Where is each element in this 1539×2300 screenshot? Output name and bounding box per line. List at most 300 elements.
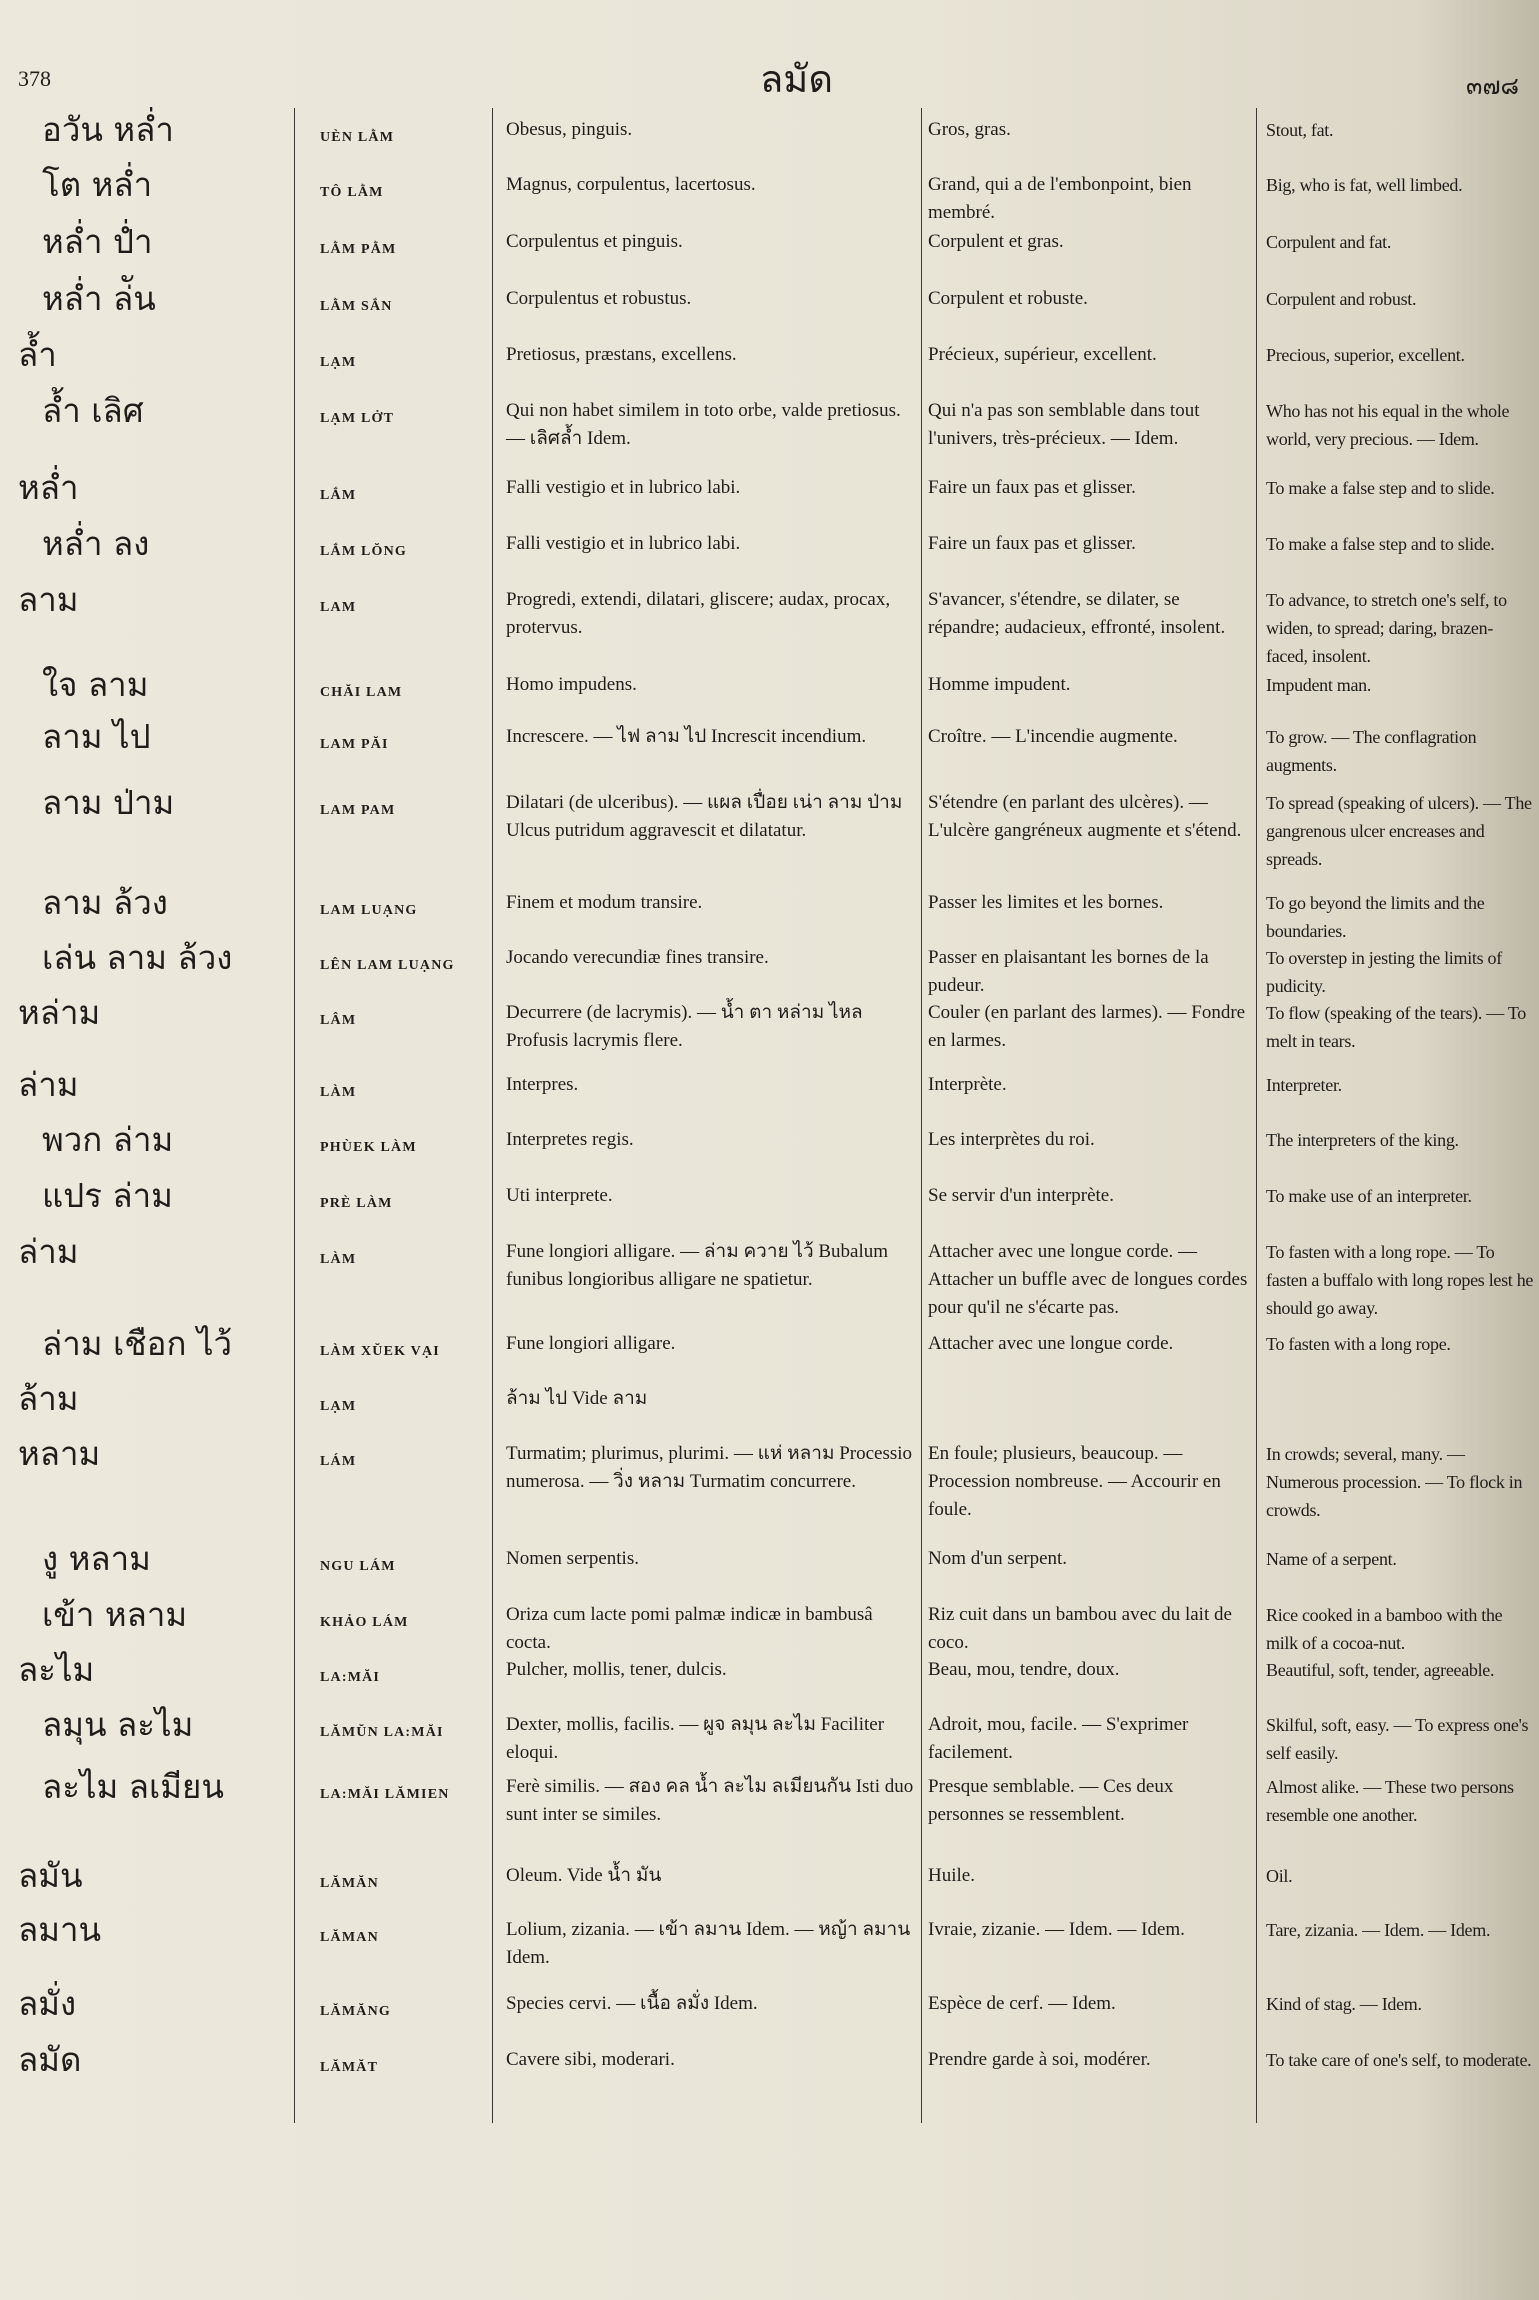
entry-latin	[506, 1063, 914, 1099]
entry-headword	[42, 277, 312, 321]
entry-english-text: The interpreters of the king.	[1266, 1130, 1459, 1150]
entry-english-text: Stout, fat.	[1266, 120, 1334, 140]
entry-english-text: To fasten with a long rope.	[1266, 1334, 1451, 1354]
entry-headword-text: ใจ ลาม	[42, 665, 149, 704]
entry-english-text: Who has not his equal in the whole world, very precious. — Idem.	[1266, 401, 1514, 449]
thai-page-number: ๓๗๘	[1466, 72, 1519, 100]
entry-headword	[42, 1703, 312, 1747]
entry-english-text: To make a false step and to slide.	[1266, 534, 1495, 554]
entry-headword-text: เล่น ลาม ล้วง	[42, 938, 233, 977]
entry-headword-text: ล้ำ	[18, 335, 57, 374]
entry-english	[1266, 1703, 1534, 1767]
dictionary-entry	[0, 277, 1539, 333]
entry-latin-text: Uti interprete.	[506, 1185, 613, 1206]
entry-romanization	[320, 1174, 490, 1212]
entry-latin-text: Corpulentus et robustus.	[506, 288, 692, 309]
entry-english-text: To advance, to stretch one's self, to widen, to spread; daring, brazen-faced, insolent.	[1266, 590, 1512, 666]
entry-latin-text: Pretiosus, præstans, excellens.	[506, 344, 737, 365]
entry-latin	[506, 715, 914, 751]
entry-english-text: To flow (speaking of the tears). — To melt in tears.	[1266, 1003, 1531, 1051]
entry-english	[1266, 333, 1534, 369]
entry-headword	[18, 2038, 288, 2082]
entry-english	[1266, 991, 1534, 1055]
entry-english-text: To grow. — The conflagration augments.	[1266, 727, 1481, 775]
entry-english-text: To make a false step and to slide.	[1266, 478, 1495, 498]
entry-romanization-text: LĂMŬN LA:MĂI	[320, 1725, 444, 1740]
entry-latin-text: Interpretes regis.	[506, 1129, 634, 1150]
dictionary-entry	[0, 936, 1539, 996]
entry-french-text: Corpulent et robuste.	[928, 288, 1088, 309]
entry-headword	[42, 1537, 312, 1581]
entry-latin	[506, 1648, 914, 1684]
entry-french	[928, 522, 1250, 558]
entry-headword	[18, 1377, 288, 1421]
entry-headword	[42, 1118, 312, 1162]
entry-english-text: Corpulent and fat.	[1266, 232, 1392, 252]
entry-english	[1266, 1908, 1534, 1944]
dictionary-entry	[0, 1322, 1539, 1377]
entry-romanization	[320, 1230, 490, 1268]
entry-romanization	[320, 389, 490, 427]
entry-headword-text: อวัน หล่ำ	[42, 110, 174, 149]
entry-french-text: S'avancer, s'étendre, se dilater, se répandre; audacieux, effronté, insolent.	[928, 589, 1226, 638]
entry-french	[928, 389, 1250, 453]
entry-french	[928, 1854, 1250, 1890]
dictionary-entry	[0, 1537, 1539, 1593]
entry-romanization	[320, 1118, 490, 1156]
entry-french	[928, 277, 1250, 313]
entry-french-text: Huile.	[928, 1865, 975, 1886]
entry-english	[1266, 220, 1534, 256]
entry-headword	[42, 781, 312, 825]
entry-romanization	[320, 1854, 490, 1892]
entry-headword	[42, 715, 312, 759]
entry-romanization-text: NGU LÁM	[320, 1559, 396, 1574]
entry-romanization-text: LẰM PẰM	[320, 242, 397, 257]
entry-romanization-text: LÀM	[320, 1252, 357, 1267]
entry-french	[928, 1908, 1250, 1944]
entry-english	[1266, 1063, 1534, 1099]
entry-english-text: Tare, zizania. — Idem. — Idem.	[1266, 1920, 1491, 1940]
entry-romanization	[320, 578, 490, 616]
entry-english	[1266, 1322, 1534, 1358]
entry-romanization-text: PRÈ LÀM	[320, 1196, 393, 1211]
entry-english-text: To make use of an interpreter.	[1266, 1186, 1472, 1206]
entry-latin-text: Increscere. — ไฟ ลาม ไป Increscit incendium.	[506, 726, 867, 747]
entry-latin	[506, 881, 914, 917]
entry-headword	[42, 389, 312, 433]
entry-latin	[506, 781, 914, 845]
dictionary-entry	[0, 1063, 1539, 1118]
entry-english-text: Almost alike. — These two persons resemble one another.	[1266, 1777, 1518, 1825]
entry-english	[1266, 1230, 1538, 1322]
entry-french-text: Adroit, mou, facile. — S'exprimer facilement.	[928, 1714, 1194, 1763]
entry-latin	[506, 936, 914, 972]
entry-english-text: Interpreter.	[1266, 1075, 1342, 1095]
entry-french-text: Précieux, supérieur, excellent.	[928, 344, 1157, 365]
entry-latin-text: Turmatim; plurimus, plurimi. — แห่ หลาม Processio numerosa. — วิ่ง หลาม Turmatim concurrere.	[506, 1443, 917, 1492]
dictionary-entry	[0, 1593, 1539, 1653]
entry-french-text: Gros, gras.	[928, 119, 1011, 140]
entry-romanization	[320, 1432, 490, 1470]
entry-romanization-text: KHẢO LÁM	[320, 1615, 409, 1630]
entry-english	[1266, 2038, 1534, 2074]
page-number: 378	[18, 66, 51, 91]
entry-latin	[506, 1765, 918, 1829]
entry-latin	[506, 1230, 914, 1294]
entry-romanization-text: LẠM LỞT	[320, 411, 395, 426]
entry-romanization-text: LĂMAN	[320, 1930, 379, 1945]
entry-latin-text: Oleum. Vide น้ำ มัน	[506, 1865, 662, 1886]
entry-french	[928, 1982, 1250, 2018]
entry-headword	[42, 1593, 312, 1637]
entry-latin-text: Falli vestigio et in lubrico labi.	[506, 477, 741, 498]
entry-french	[928, 1174, 1250, 1210]
entry-romanization-text: LÂM	[320, 1013, 357, 1028]
entry-headword-text: ลาม ล้วง	[42, 883, 168, 922]
entry-romanization	[320, 333, 490, 371]
entry-english	[1266, 663, 1534, 699]
entry-latin	[506, 466, 914, 502]
entry-romanization	[320, 1765, 490, 1803]
entry-latin-text: Dexter, mollis, facilis. — ผูจ ลมุน ละไม Faciliter eloqui.	[506, 1714, 889, 1763]
entry-english	[1266, 1648, 1534, 1684]
entry-english	[1266, 1377, 1534, 1385]
entry-romanization	[320, 163, 490, 201]
entry-headword-text: ล่าม	[18, 1232, 79, 1271]
entry-french-text: Espèce de cerf. — Idem.	[928, 1993, 1116, 2014]
entry-french-text: Corpulent et gras.	[928, 231, 1064, 252]
entry-english-text: In crowds; several, many. — Numerous procession. — To flock in crowds.	[1266, 1444, 1527, 1520]
entry-romanization-text: LAM LUẠNG	[320, 903, 418, 918]
running-title: ลมัด	[760, 57, 834, 101]
entry-latin	[506, 1537, 914, 1573]
entry-romanization	[320, 522, 490, 560]
entry-latin-text: Interpres.	[506, 1074, 579, 1095]
dictionary-entry	[0, 578, 1539, 666]
dictionary-entry	[0, 1432, 1539, 1537]
entry-latin-text: Species cervi. — เนื้อ ลมั่ง Idem.	[506, 1993, 758, 2014]
entry-french	[928, 333, 1250, 369]
dictionary-entry	[0, 2038, 1539, 2098]
entry-latin-text: Fune longiori alligare. — ล่าม ควาย ไว้ Bubalum funibus longioribus alligare ne spatietur.	[506, 1241, 893, 1290]
entry-headword-text: ละไม ลเมียน	[42, 1767, 224, 1806]
entry-english	[1266, 1174, 1534, 1210]
entry-english-text: Name of a serpent.	[1266, 1549, 1397, 1569]
entry-headword	[18, 466, 288, 510]
entry-french-text: Ivraie, zizanie. — Idem. — Idem.	[928, 1919, 1185, 1940]
entry-headword-text: โต หล่ำ	[42, 165, 153, 204]
entry-headword	[42, 881, 312, 925]
entry-french	[928, 1537, 1250, 1573]
entry-french-text: Faire un faux pas et glisser.	[928, 477, 1136, 498]
entry-english-text: Big, who is fat, well limbed.	[1266, 175, 1463, 195]
entry-headword	[18, 1230, 288, 1274]
entry-french-text: Qui n'a pas son semblable dans tout l'univers, très-précieux. — Idem.	[928, 400, 1205, 449]
entry-headword-text: ลมัด	[18, 2040, 82, 2079]
entry-french-text: Attacher avec une longue corde.	[928, 1333, 1174, 1354]
entry-english-text: To spread (speaking of ulcers). — The gangrenous ulcer encreases and spreads.	[1266, 793, 1536, 869]
entry-latin-text: Lolium, zizania. — เข้า ลมาน Idem. — หญ้า ลมาน Idem.	[506, 1919, 915, 1968]
entry-french-text: Les interprètes du roi.	[928, 1129, 1095, 1150]
dictionary-entry	[0, 715, 1539, 781]
entry-headword-text: ลาม ป่าม	[42, 783, 175, 822]
entry-english	[1266, 1537, 1534, 1573]
entry-french-text: Couler (en parlant des larmes). — Fondre en larmes.	[928, 1002, 1250, 1051]
entry-french	[928, 1377, 1250, 1385]
entry-latin	[506, 2038, 914, 2074]
entry-french	[928, 1703, 1250, 1767]
entry-french-text: Croître. — L'incendie augmente.	[928, 726, 1178, 747]
entry-latin	[506, 522, 914, 558]
entry-french-text: Attacher avec une longue corde. — Attacher un buffle avec de longues cordes pour qu'il ne s'écarte pas.	[928, 1241, 1253, 1318]
entry-french-text: Beau, mou, tendre, doux.	[928, 1659, 1120, 1680]
entry-latin-text: Finem et modum transire.	[506, 892, 703, 913]
entry-headword	[42, 522, 312, 566]
entry-romanization	[320, 881, 490, 919]
entry-romanization-text: PHÙEK LÀM	[320, 1140, 417, 1155]
entry-french-text: Se servir d'un interprète.	[928, 1185, 1114, 1206]
entry-latin	[506, 1377, 914, 1413]
entry-latin-text: Ferè similis. — สอง คล น้ำ ละไม ลเมียนกัน Isti duo sunt inter se similes.	[506, 1776, 918, 1825]
entry-romanization-text: LẰM SẮN	[320, 299, 393, 314]
entry-english-text: Impudent man.	[1266, 675, 1372, 695]
entry-romanization	[320, 1593, 490, 1631]
entry-romanization-text: LĂMĂNG	[320, 2004, 391, 2019]
entry-latin-text: Progredi, extendi, dilatari, gliscere; audax, procax, protervus.	[506, 589, 895, 638]
entry-romanization	[320, 663, 490, 701]
entry-english	[1266, 1765, 1534, 1829]
entry-romanization	[320, 1648, 490, 1686]
entry-headword-text: ละไม	[18, 1650, 95, 1689]
entry-latin-text: Pulcher, mollis, tener, dulcis.	[506, 1659, 727, 1680]
entry-romanization	[320, 1063, 490, 1101]
entry-headword-text: ล้ำ เลิศ	[42, 391, 144, 430]
entry-english-text: To go beyond the limits and the boundaries.	[1266, 893, 1489, 941]
entry-latin	[506, 663, 914, 699]
dictionary-entry	[0, 881, 1539, 941]
entry-headword	[42, 220, 312, 264]
entry-english	[1266, 781, 1534, 873]
entry-headword	[42, 1322, 312, 1366]
dictionary-entry	[0, 1982, 1539, 2038]
entry-romanization-text: LẮM LŎNG	[320, 544, 407, 559]
entry-french	[928, 1322, 1250, 1358]
entry-latin	[506, 1174, 914, 1210]
entry-english-text: Kind of stag. — Idem.	[1266, 1994, 1422, 2014]
entry-headword-text: ล่าม เชือก ไว้	[42, 1324, 233, 1363]
entry-romanization-text: LÊN LAM LUẠNG	[320, 958, 455, 973]
entry-latin	[506, 991, 914, 1055]
entry-latin	[506, 163, 914, 199]
entry-romanization-text: LÁM	[320, 1454, 357, 1469]
dictionary-entry	[0, 389, 1539, 466]
entry-english	[1266, 1118, 1534, 1154]
entry-french-text: S'étendre (en parlant des ulcères). — L'ulcère gangréneux augmente et s'étend.	[928, 792, 1242, 841]
entry-headword-text: ลมาน	[18, 1910, 102, 1949]
entry-english-text: To take care of one's self, to moderate.	[1266, 2050, 1532, 2070]
entry-french	[928, 1432, 1250, 1524]
entry-french	[928, 578, 1250, 642]
entry-romanization-text: LÀM XŬEK VẠI	[320, 1344, 440, 1359]
entry-headword-text: ลมัน	[18, 1856, 83, 1895]
entry-english	[1266, 1432, 1534, 1524]
entry-headword-text: เข้า หลาม	[42, 1595, 188, 1634]
entry-latin-text: Cavere sibi, moderari.	[506, 2049, 675, 2070]
entry-headword-text: ลาม ไป	[42, 717, 151, 756]
entry-english-text: To overstep in jesting the limits of pudicity.	[1266, 948, 1507, 996]
entry-latin-text: Jocando verecundiæ fines transire.	[506, 947, 769, 968]
entry-latin-text: Obesus, pinguis.	[506, 119, 633, 140]
entry-headword	[18, 1063, 288, 1107]
entry-headword	[42, 936, 312, 980]
dictionary-entry	[0, 1174, 1539, 1230]
entry-headword-text: พวก ล่าม	[42, 1120, 174, 1159]
entry-latin-text: Qui non habet similem in toto orbe, valde pretiosus. — เลิศล้ำ Idem.	[506, 400, 906, 449]
page-header	[0, 48, 1539, 101]
entry-english	[1266, 1854, 1534, 1890]
dictionary-entry	[0, 1765, 1539, 1854]
dictionary-entry	[0, 333, 1539, 389]
entry-english	[1266, 715, 1534, 779]
entry-romanization-text: LAM PAM	[320, 803, 396, 818]
entry-headword	[18, 991, 288, 1035]
entry-latin-text: Fune longiori alligare.	[506, 1333, 676, 1354]
entry-headword-text: หล่ำ ล่ัน	[42, 279, 156, 318]
dictionary-entry	[0, 163, 1539, 223]
entry-english-text: Skilful, soft, easy. — To express one's self easily.	[1266, 1715, 1533, 1763]
entry-latin	[506, 578, 914, 642]
entry-headword	[42, 1174, 312, 1218]
entry-romanization	[320, 277, 490, 315]
entry-headword	[18, 1982, 288, 2026]
entry-romanization-text: LĂMĂN	[320, 1876, 379, 1891]
entry-english	[1266, 578, 1534, 670]
entry-headword	[18, 1432, 288, 1476]
entry-french-text: Faire un faux pas et glisser.	[928, 533, 1136, 554]
dictionary-entry	[0, 1908, 1539, 1982]
entry-french	[928, 881, 1250, 917]
entry-french	[928, 1648, 1250, 1684]
entry-english	[1266, 522, 1534, 558]
entry-french-text: En foule; plusieurs, beaucoup. — Procession nombreuse. — Accourir en foule.	[928, 1443, 1226, 1520]
dictionary-entry	[0, 108, 1539, 163]
entry-headword	[18, 1908, 288, 1952]
entry-latin-text: ล้าม ไป Vide ลาม	[506, 1388, 648, 1409]
entry-french	[928, 163, 1250, 227]
entry-latin	[506, 1982, 914, 2018]
entry-headword-text: ล่าม	[18, 1065, 79, 1104]
entry-french	[928, 1118, 1250, 1154]
entry-headword	[18, 1648, 288, 1692]
entry-romanization	[320, 2038, 490, 2076]
entry-french	[928, 781, 1250, 845]
entry-english-text: Corpulent and robust.	[1266, 289, 1417, 309]
entry-latin	[506, 333, 914, 369]
entry-romanization	[320, 936, 490, 974]
dictionary-entry	[0, 1703, 1539, 1765]
entry-romanization	[320, 991, 490, 1029]
entry-english	[1266, 277, 1534, 313]
entry-french-text: Interprète.	[928, 1074, 1007, 1095]
entry-romanization-text: LẮM	[320, 488, 357, 503]
entry-romanization	[320, 466, 490, 504]
entry-romanization	[320, 1537, 490, 1575]
entry-headword	[42, 108, 312, 152]
entry-headword	[42, 663, 312, 707]
entry-headword-text: หลาม	[18, 1434, 101, 1473]
entry-french	[928, 1063, 1250, 1099]
entry-headword	[18, 578, 288, 622]
entry-headword	[18, 1854, 288, 1898]
entry-french-text: Riz cuit dans un bambou avec du lait de coco.	[928, 1604, 1237, 1653]
entry-headword	[42, 1765, 312, 1809]
entry-romanization	[320, 1703, 490, 1741]
entry-english	[1266, 466, 1534, 502]
entry-headword-text: ลาม	[18, 580, 79, 619]
entry-latin	[506, 1118, 914, 1154]
entry-french	[928, 2038, 1250, 2074]
entry-headword-text: ล้าม	[18, 1379, 79, 1418]
entry-latin	[506, 1432, 917, 1496]
entry-french-text: Grand, qui a de l'embonpoint, bien membré.	[928, 174, 1197, 223]
entry-latin	[506, 108, 914, 144]
entry-french	[928, 108, 1250, 144]
entry-romanization	[320, 1908, 490, 1946]
entry-romanization-text: UÈN LẰM	[320, 130, 395, 145]
entry-english-text: Oil.	[1266, 1866, 1293, 1886]
entry-headword-text: หล่ำ	[18, 468, 79, 507]
entry-french-text: Presque semblable. — Ces deux personnes se ressemblent.	[928, 1776, 1179, 1825]
entry-english	[1266, 108, 1534, 144]
dictionary-entry	[0, 522, 1539, 578]
entry-list	[0, 108, 1539, 2098]
entry-french-text: Passer les limites et les bornes.	[928, 892, 1164, 913]
entry-english-text: Beautiful, soft, tender, agreeable.	[1266, 1660, 1495, 1680]
entry-romanization-text: LẠM	[320, 1399, 357, 1414]
entry-latin-text: Magnus, corpulentus, lacertosus.	[506, 174, 756, 195]
entry-french	[928, 715, 1250, 751]
entry-romanization-text: LA:MĂI LĂMIEN	[320, 1787, 450, 1802]
dictionary-entry	[0, 663, 1539, 715]
entry-french-text: Homme impudent.	[928, 674, 1071, 695]
entry-headword	[18, 333, 288, 377]
entry-romanization	[320, 715, 490, 753]
entry-latin-text: Homo impudens.	[506, 674, 637, 695]
entry-headword-text: ลมั่ง	[18, 1984, 77, 2023]
dictionary-entry	[0, 781, 1539, 881]
entry-romanization	[320, 108, 490, 146]
entry-french-text: Nom d'un serpent.	[928, 1548, 1068, 1569]
entry-english	[1266, 1982, 1534, 2018]
entry-latin-text: Decurrere (de lacrymis). — น้ำ ตา หล่าม ไหล Profusis lacrymis flere.	[506, 1002, 868, 1051]
entry-headword-text: หล่ำ ป่ำ	[42, 222, 153, 261]
dictionary-entry	[0, 1230, 1539, 1322]
entry-latin-text: Nomen serpentis.	[506, 1548, 639, 1569]
entry-romanization	[320, 1322, 490, 1360]
entry-romanization	[320, 1982, 490, 2020]
entry-french	[928, 466, 1250, 502]
dictionary-entry	[0, 1118, 1539, 1174]
entry-french	[928, 991, 1250, 1055]
entry-romanization-text: LA:MĂI	[320, 1670, 381, 1685]
entry-latin-text: Dilatari (de ulceribus). — แผล เปื่อย เน่า ลาม ป่าม Ulcus putridum aggravescit et dilatatur.	[506, 792, 908, 841]
entry-latin	[506, 220, 914, 256]
entry-latin-text: Falli vestigio et in lubrico labi.	[506, 533, 741, 554]
entry-latin	[506, 1908, 914, 1972]
entry-romanization-text: LÀM	[320, 1085, 357, 1100]
entry-latin	[506, 1703, 914, 1767]
